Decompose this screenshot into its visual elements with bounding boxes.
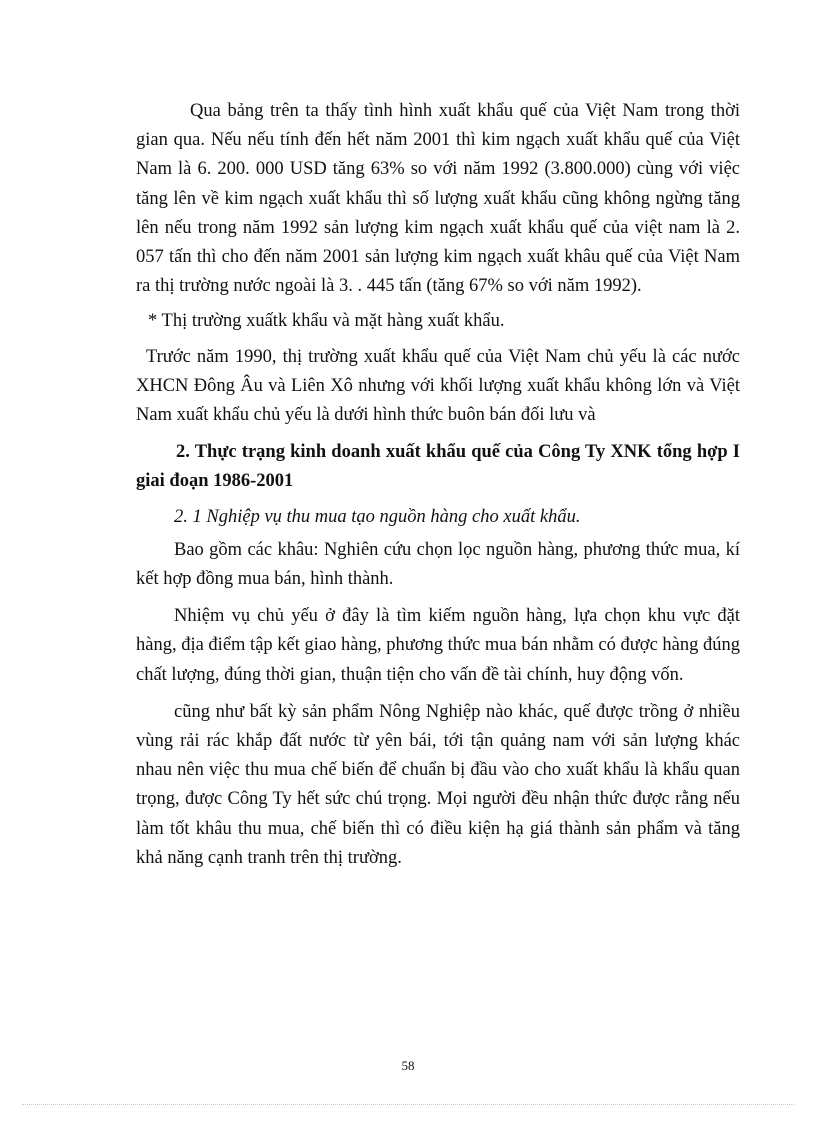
subsection-heading: 2. 1 Nghiệp vụ thu mua tạo nguồn hàng cho xuất khẩu. <box>174 506 581 527</box>
section-heading: 2. Thực trạng kinh doanh xuất khẩu quế của Công Ty XNK tổng hợp I giai đoạn 1986-2001 <box>136 442 740 492</box>
footer-divider <box>22 1104 794 1105</box>
paragraph-stages: Bao gồm các khâu: Nghiên cứu chọn lọc nguồn hàng, phương thức mua, kí kết hợp đồng mua bán, hình thành. <box>136 539 740 590</box>
paragraph-main-task: Nhiệm vụ chủ yếu ở đây là tìm kiếm nguồn hàng, lựa chọn khu vực đặt hàng, địa điểm tập kết giao hàng, phương thức mua bán nhằm có được hàng đúng chất lượng, đúng thời gian, thuận tiện cho vấn đề tài chính, huy động vốn. <box>136 606 740 685</box>
paragraph-pre-1990-market: Trước năm 1990, thị trường xuất khẩu quế của Việt Nam chủ yếu là các nước XHCN Đông Âu và Liên Xô nhưng với khối lượng xuất khẩu không lớn và Việt Nam xuất khẩu chủ yếu là dưới hình thức buôn bán đối lưu và <box>136 346 740 426</box>
paragraph-export-overview: Qua bảng trên ta thấy tình hình xuất khẩu quế của Việt Nam trong thời gian qua. Nếu nếu tính đến hết năm 2001 thì kim ngạch xuất khẩu quế của Việt Nam là 6. 200. 000 USD tăng 63% so với năm 1992 (3.800.000) cùng với việc tăng lên về kim ngạch xuất khẩu thì số lượng xuất khẩu cũng không ngừng tăng lên nếu trong năm 1992 sản lượng kim ngạch xuất khẩu quế của việt nam là 2. 057 tấn thì cho đến năm 2001 sản lượng kim ngạch xuất khâu quế của Việt Nam ra thị trường nước ngoài là 3. . 445 tấn (tăng 67% so với năm 1992). <box>136 101 740 297</box>
paragraph-market-note: * Thị trường xuấtk khẩu và mặt hàng xuất khẩu. <box>148 311 505 332</box>
paragraph-purchasing: cũng như bất kỳ sản phẩm Nông Nghiệp nào khác, quế được trồng ở nhiều vùng rải rác khắp đất nước từ yên bái, tới tận quảng nam với sản lượng khác nhau nên việc thu mua chế biến để chuẩn bị đầu vào cho xuất khẩu là khẩu quan trọng, được Công Ty hết sức chú trọng. Mọi người đều nhận thức được rằng nếu làm tốt khâu thu mua, chế biến thì có điều kiện hạ giá thành sản phẩm và tăng khả năng cạnh tranh trên thị trường. <box>136 701 740 868</box>
document-body <box>136 97 740 873</box>
page-number: 58 <box>401 1058 415 1073</box>
